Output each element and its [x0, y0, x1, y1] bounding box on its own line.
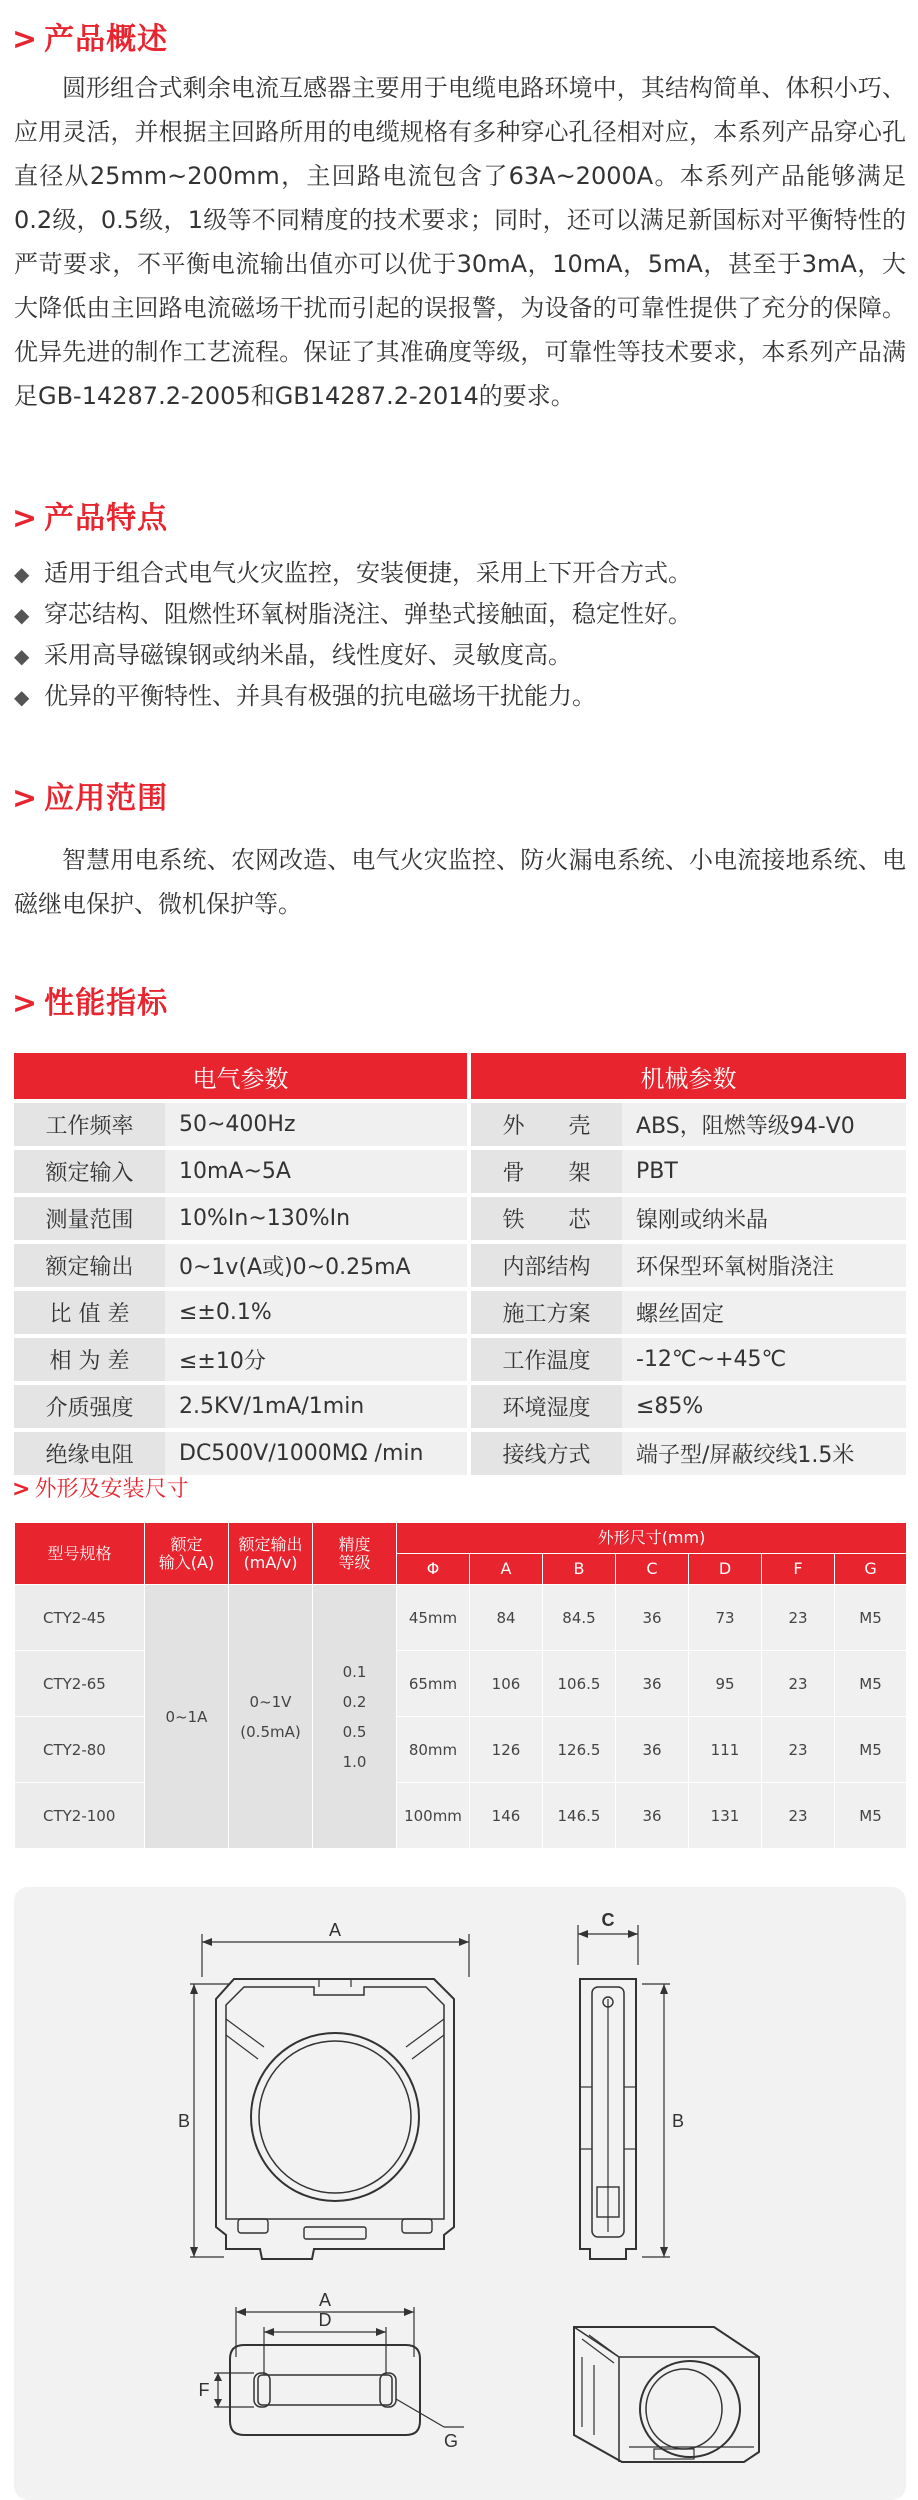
overview-text: 圆形组合式剩余电流互感器主要用于电缆电路环境中，其结构简单、体积小巧、应用灵活，并根据主回路所用的电缆规格有多种穿心孔径相对应，本系列产品穿心孔直径从25mm~200mm，主回路电流包含了63A~2000A。本系列产品能够满足0.2级，0.5级，1级等不同精度的技术要求；同时，还可以满足新国标对平衡特性的严苛要求，不平衡电流输出值亦可以优于30mA，10mA，5mA，甚至于3mA，大大降低由主回路电流磁场干扰而引起的误报警，为设备的可靠性提供了充分的保障。优异先进的制作工艺流程。保证了其准确度等级，可靠性等技术要求，本系列产品满足GB-14287.2-2005和GB14287.2-2014的要求。 — [14, 74, 906, 410]
dimensions-table — [14, 1522, 907, 1849]
param-value: 10mA~5A — [165, 1150, 467, 1193]
param-label: 额定输出 — [14, 1244, 165, 1287]
table-row — [14, 1432, 906, 1475]
param-label: 额定输入 — [14, 1150, 165, 1193]
overview-title: > 产品概述 — [12, 22, 169, 57]
param-label: 内部结构 — [471, 1244, 622, 1287]
model-cell: CTY2-45 — [15, 1585, 145, 1651]
application-text: 智慧用电系统、农网改造、电气火灾监控、防火漏电系统、小电流接地系统、电磁继电保护、微机保护等。 — [14, 846, 906, 918]
col-phi-header: Φ — [397, 1554, 470, 1585]
param-value: 环保型环氧树脂浇注 — [622, 1244, 906, 1287]
label-g: G — [443, 2431, 459, 2451]
dim-cell: 23 — [762, 1783, 835, 1849]
rated-input-header: 额定 输入(A) — [145, 1523, 229, 1585]
dim-cell: 100mm — [397, 1783, 470, 1849]
chevron-right-icon: > — [12, 781, 39, 816]
label-d: D — [318, 2310, 332, 2330]
label-c: C — [601, 1910, 615, 1930]
dim-cell: 126.5 — [543, 1717, 616, 1783]
feature-item: ◆ 优异的平衡特性、并具有极强的抗电磁场干扰能力。 — [14, 676, 906, 717]
feature-item: ◆ 穿芯结构、阻燃性环氧树脂浇注、弹垫式接触面，稳定性好。 — [14, 594, 906, 635]
dim-cell: 23 — [762, 1585, 835, 1651]
side-view — [578, 1925, 670, 2259]
model-header: 型号规格 — [15, 1523, 145, 1585]
dim-cell: M5 — [835, 1651, 907, 1717]
col-b-header: B — [543, 1554, 616, 1585]
dims-header-row — [15, 1523, 907, 1554]
diamond-bullet-icon: ◆ — [14, 644, 30, 668]
param-value: 镍刚或纳米晶 — [622, 1197, 906, 1240]
dim-cell: 131 — [689, 1783, 762, 1849]
param-label: 外 壳 — [471, 1103, 622, 1146]
front-view — [190, 1934, 469, 2259]
param-label: 相 为 差 — [14, 1338, 165, 1381]
param-value: ABS，阻燃等级94-V0 — [622, 1103, 906, 1146]
table-row — [15, 1585, 907, 1651]
label-f: F — [198, 2380, 210, 2400]
accuracy-header: 精度 等级 — [313, 1523, 397, 1585]
param-value: ≤85% — [622, 1385, 906, 1428]
table-row — [14, 1197, 906, 1240]
table-row — [14, 1338, 906, 1381]
dim-cell: 106 — [470, 1651, 543, 1717]
param-value: 50~400Hz — [165, 1103, 467, 1146]
rated-output-cell: 0~1V (0.5mA) — [229, 1585, 313, 1849]
model-cell: CTY2-80 — [15, 1717, 145, 1783]
feature-item: ◆ 适用于组合式电气火灾监控，安装便捷，采用上下开合方式。 — [14, 553, 906, 594]
dim-cell: 84 — [470, 1585, 543, 1651]
label-b: B — [177, 2111, 191, 2131]
label-b-side: B — [671, 2111, 685, 2131]
label-a-bottom: A — [318, 2290, 332, 2310]
col-d-header: D — [689, 1554, 762, 1585]
isometric-view — [574, 2327, 759, 2462]
rated-output-header: 额定输出 (mA/v) — [229, 1523, 313, 1585]
diamond-bullet-icon: ◆ — [14, 562, 30, 586]
dim-cell: 126 — [470, 1717, 543, 1783]
table-row — [14, 1150, 906, 1193]
label-a: A — [328, 1920, 342, 1940]
performance-table — [14, 1049, 906, 1479]
dim-cell: 23 — [762, 1651, 835, 1717]
dim-cell: 146.5 — [543, 1783, 616, 1849]
param-label: 工作温度 — [471, 1338, 622, 1381]
param-value: DC500V/1000MΩ /min — [165, 1432, 467, 1475]
table-row — [14, 1244, 906, 1287]
chevron-right-icon: > — [12, 501, 39, 536]
dim-cell: 106.5 — [543, 1651, 616, 1717]
bottom-view — [214, 2307, 464, 2435]
col-f-header: F — [762, 1554, 835, 1585]
features-title: > 产品特点 — [12, 501, 169, 536]
param-label: 介质强度 — [14, 1385, 165, 1428]
table-row — [14, 1103, 906, 1146]
dim-cell: 23 — [762, 1717, 835, 1783]
dim-cell: 84.5 — [543, 1585, 616, 1651]
performance-title: > 性能指标 — [12, 986, 169, 1021]
param-value: 端子型/屏蔽绞线1.5米 — [622, 1432, 906, 1475]
param-value: ≤±0.1% — [165, 1291, 467, 1334]
technical-drawing — [14, 1887, 906, 2500]
dim-cell: 111 — [689, 1717, 762, 1783]
table-row — [14, 1291, 906, 1334]
col-a-header: A — [470, 1554, 543, 1585]
dim-cell: M5 — [835, 1585, 907, 1651]
rated-input-cell: 0~1A — [145, 1585, 229, 1849]
dimensions-title: > 外形及安装尺寸 — [12, 1477, 189, 1502]
diamond-bullet-icon: ◆ — [14, 685, 30, 709]
param-value: 2.5KV/1mA/1min — [165, 1385, 467, 1428]
param-label: 测量范围 — [14, 1197, 165, 1240]
param-label: 绝缘电阻 — [14, 1432, 165, 1475]
dim-cell: 36 — [616, 1651, 689, 1717]
dim-cell: M5 — [835, 1717, 907, 1783]
dim-cell: 146 — [470, 1783, 543, 1849]
param-label: 施工方案 — [471, 1291, 622, 1334]
outline-header: 外形尺寸(mm) — [397, 1523, 907, 1554]
param-value: 0~1v(A或)0~0.25mA — [165, 1244, 467, 1287]
col-g-header: G — [835, 1554, 907, 1585]
accuracy-cell: 0.1 0.2 0.5 1.0 — [313, 1585, 397, 1849]
table-row — [14, 1385, 906, 1428]
param-value: 螺丝固定 — [622, 1291, 906, 1334]
chevron-right-icon: > — [12, 1477, 31, 1502]
feature-item: ◆ 采用高导磁镍钢或纳米晶，线性度好、灵敏度高。 — [14, 635, 906, 676]
features-list — [14, 553, 906, 717]
performance-header-row — [14, 1053, 906, 1099]
dim-cell: 80mm — [397, 1717, 470, 1783]
model-cell: CTY2-100 — [15, 1783, 145, 1849]
electrical-params-header: 电气参数 — [14, 1053, 467, 1099]
application-title: > 应用范围 — [12, 781, 169, 816]
param-label: 铁 芯 — [471, 1197, 622, 1240]
mechanical-params-header: 机械参数 — [471, 1053, 906, 1099]
param-value: ≤±10分 — [165, 1338, 467, 1381]
param-label: 比 值 差 — [14, 1291, 165, 1334]
col-c-header: C — [616, 1554, 689, 1585]
dim-cell: 36 — [616, 1717, 689, 1783]
dim-cell: 36 — [616, 1585, 689, 1651]
chevron-right-icon: > — [12, 22, 39, 57]
dim-cell: 36 — [616, 1783, 689, 1849]
chevron-right-icon: > — [12, 986, 39, 1021]
param-label: 环境湿度 — [471, 1385, 622, 1428]
drawing-panel — [14, 1887, 906, 2500]
dim-cell: 45mm — [397, 1585, 470, 1651]
dim-cell: M5 — [835, 1783, 907, 1849]
model-cell: CTY2-65 — [15, 1651, 145, 1717]
param-label: 骨 架 — [471, 1150, 622, 1193]
param-value: -12℃~+45℃ — [622, 1338, 906, 1381]
dim-cell: 73 — [689, 1585, 762, 1651]
dim-cell: 95 — [689, 1651, 762, 1717]
diamond-bullet-icon: ◆ — [14, 603, 30, 627]
param-value: PBT — [622, 1150, 906, 1193]
param-label: 工作频率 — [14, 1103, 165, 1146]
dim-cell: 65mm — [397, 1651, 470, 1717]
param-label: 接线方式 — [471, 1432, 622, 1475]
param-value: 10%In~130%In — [165, 1197, 467, 1240]
